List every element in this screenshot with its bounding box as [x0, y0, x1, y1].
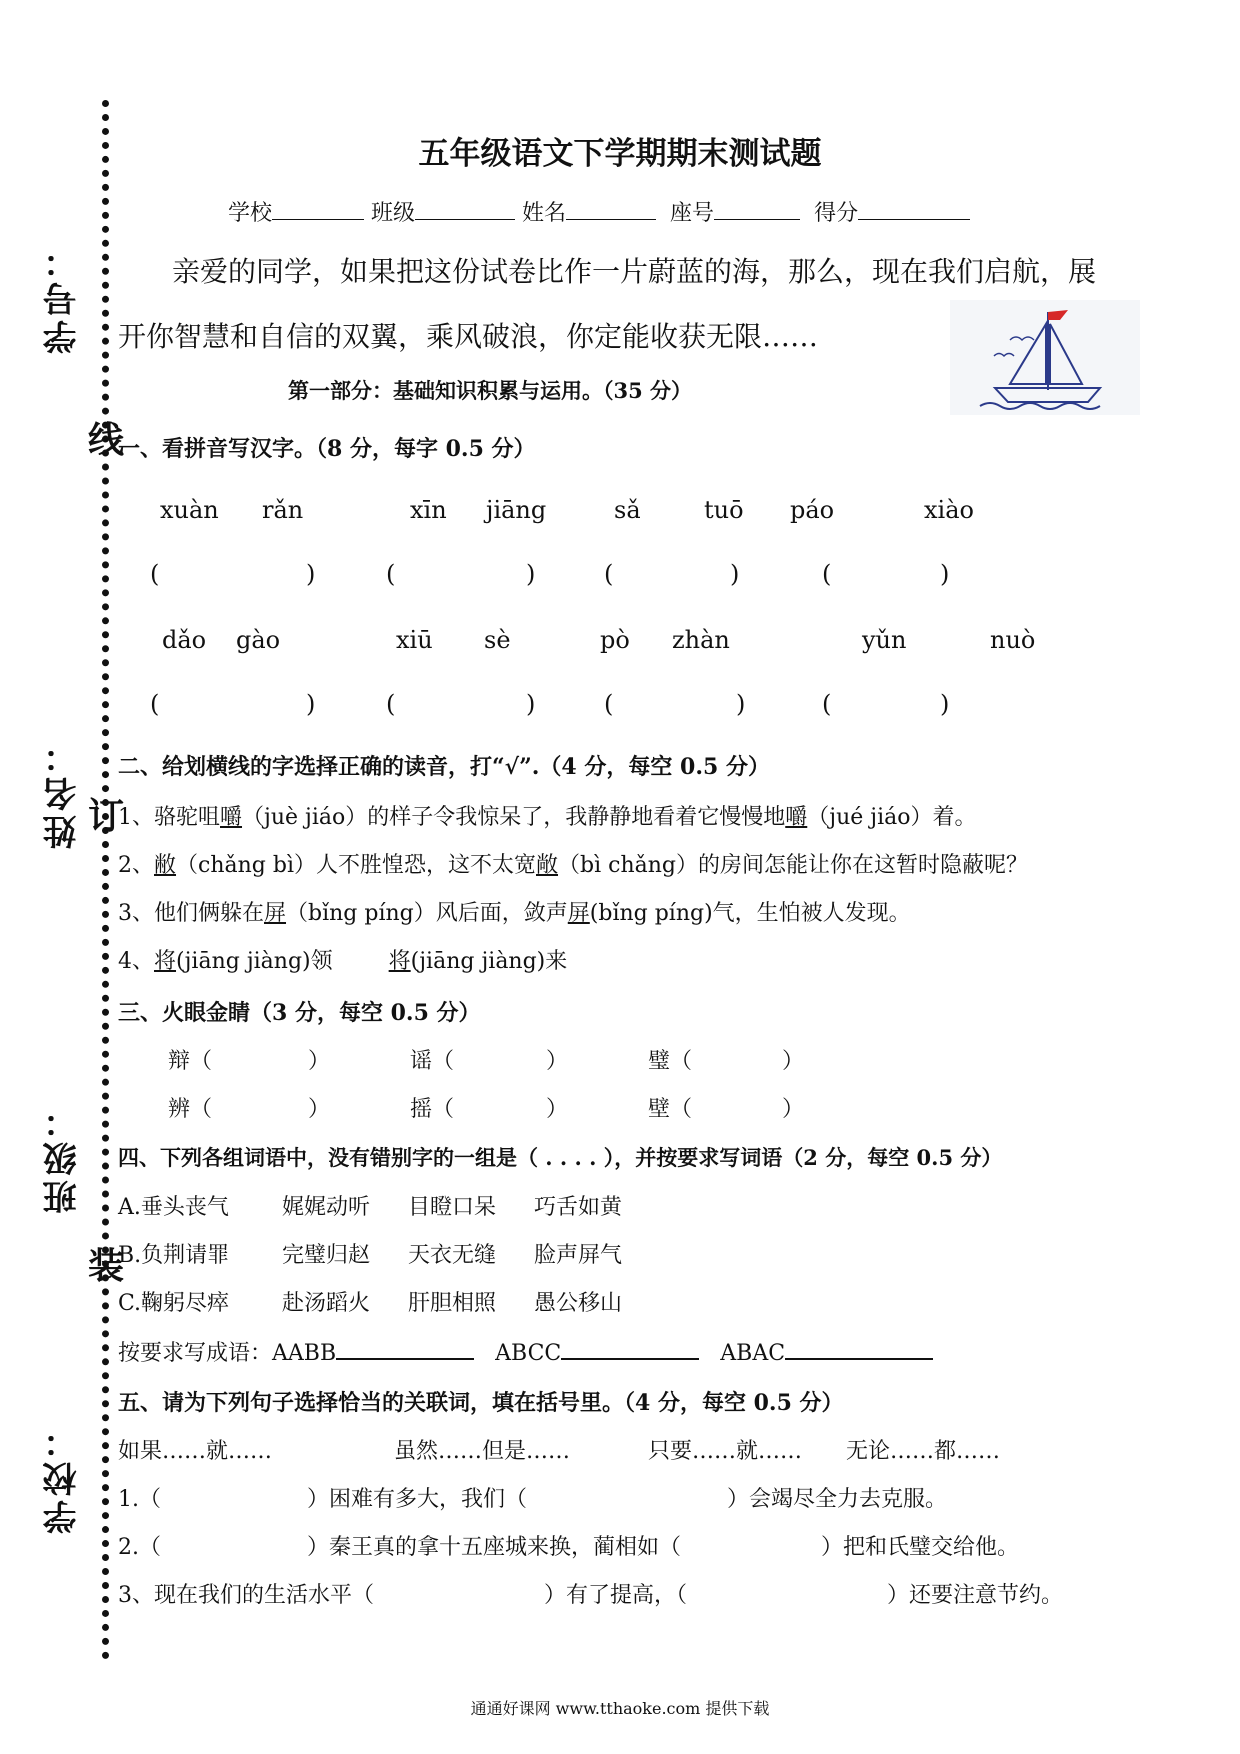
option-word: 巧舌如黄	[534, 1195, 623, 1220]
q-text: (jiāng jiàng)来	[410, 949, 568, 974]
class-blank[interactable]	[415, 201, 515, 220]
answer-paren-close[interactable]: )	[526, 560, 536, 588]
q-text: 2、	[118, 853, 154, 878]
option-word: A.垂头丧气	[118, 1195, 229, 1220]
option-word: 目瞪口呆	[408, 1195, 497, 1220]
class-label: 班级：	[43, 1100, 83, 1214]
binding-char-staple: 订	[88, 795, 125, 837]
page-title: 五年级语文下学期期末测试题	[418, 136, 822, 172]
underlined-char: 将	[388, 949, 411, 974]
q-text: 1、骆驼咀	[118, 805, 220, 830]
char-item: 谣（	[410, 1049, 455, 1074]
answer-paren-close[interactable]: ）	[308, 1097, 331, 1122]
option-word: 脸声屏气	[534, 1243, 623, 1268]
answer-paren-close[interactable]: )	[526, 690, 536, 718]
q-text: 3、他们俩躲在	[118, 901, 264, 926]
abac-blank[interactable]	[785, 1338, 933, 1360]
option-word: C.鞠躬尽瘁	[118, 1291, 230, 1316]
q-text: ）把和氏璧交给他。	[821, 1535, 1020, 1560]
pinyin: sǎ	[614, 496, 641, 524]
underlined-char: 屏	[567, 901, 590, 926]
option-word: 完璧归赵	[282, 1243, 371, 1268]
pattern-aabb: AABB	[272, 1341, 337, 1366]
write-label: 按要求写成语：	[118, 1341, 273, 1366]
q-text: 2.（	[118, 1535, 161, 1560]
pinyin: yǔn	[862, 626, 907, 654]
section-1-heading: 一、看拼音写汉字。（8 分，每字 0.5 分）	[118, 436, 536, 462]
aabb-blank[interactable]	[336, 1338, 474, 1360]
pattern-abac: ABAC	[720, 1341, 786, 1366]
underlined-char: 屏	[264, 901, 287, 926]
student-id-label: 学号：	[43, 240, 83, 354]
info-school-label: 学校	[228, 201, 273, 226]
binding-char-line: 线	[88, 419, 125, 461]
q-text: ）秦王真的拿十五座城来换，蔺相如（	[307, 1535, 682, 1560]
idiom-writing-line	[118, 1336, 933, 1367]
answer-paren-open[interactable]: (	[822, 560, 832, 588]
answer-paren-close[interactable]: )	[730, 560, 740, 588]
q-text: (bǐng píng)气，生怕被人发现。	[589, 901, 911, 926]
answer-paren-open[interactable]: (	[150, 560, 160, 588]
intro-line-2: 开你智慧和自信的双翼，乘风破浪，你定能收获无限……	[118, 320, 819, 353]
seat-blank[interactable]	[714, 201, 800, 220]
q-text: （chǎng bì）人不胜惶恐，这不太宽	[176, 853, 536, 878]
option-word: 赴汤蹈火	[282, 1291, 371, 1316]
option-word: 娓娓动听	[282, 1195, 371, 1220]
q-text: ）困难有多大，我们（	[307, 1487, 528, 1512]
conjunction-option: 如果……就……	[118, 1439, 273, 1464]
char-item: 摇（	[410, 1097, 455, 1122]
question-5-2	[118, 1530, 1019, 1561]
answer-paren-close[interactable]: )	[306, 690, 316, 718]
pinyin: xiū	[396, 626, 433, 654]
answer-paren-close[interactable]: )	[306, 560, 316, 588]
pinyin: xuàn	[160, 496, 219, 524]
section-4-heading: 四、下列各组词语中，没有错别字的一组是（ . . . . ），并按要求写词语（2 分，每空 0.5 分）	[118, 1145, 1003, 1170]
abcc-blank[interactable]	[561, 1338, 699, 1360]
q-text: （juè jiáo）的样子令我惊呆了，我静静地看着它慢慢地	[242, 805, 786, 830]
answer-paren-open[interactable]: (	[386, 690, 396, 718]
pinyin: páo	[790, 496, 835, 524]
question-2-2	[118, 848, 1028, 879]
char-item: 辨（	[168, 1097, 213, 1122]
question-2-3	[118, 896, 911, 927]
pinyin: xiào	[924, 496, 974, 524]
intro-line-1: 亲爱的同学，如果把这份试卷比作一片蔚蓝的海，那么，现在我们启航，展	[172, 255, 1097, 288]
answer-paren-open[interactable]: (	[604, 690, 614, 718]
q-text: (jiāng jiàng)领	[176, 949, 333, 974]
pinyin: sè	[484, 626, 511, 654]
answer-paren-close[interactable]: ）	[308, 1049, 331, 1074]
section-5-heading: 五、请为下列句子选择恰当的关联词，填在括号里。（4 分，每空 0.5 分）	[118, 1390, 844, 1416]
question-2-1	[118, 800, 977, 831]
q-text: （bǐng píng）风后面，敛声	[286, 901, 568, 926]
underlined-char: 嚼	[785, 805, 808, 830]
info-class-label: 班级	[371, 201, 416, 226]
answer-paren-open[interactable]: (	[386, 560, 396, 588]
char-item: 辩（	[168, 1049, 213, 1074]
char-item: 璧（	[648, 1049, 693, 1074]
q-text: （bì chǎng）的房间怎能让你在这暂时隐蔽呢？	[558, 853, 1028, 878]
q-text: ）还要注意节约。	[887, 1583, 1064, 1608]
pinyin: rǎn	[262, 496, 304, 524]
sailboat-illustration	[950, 300, 1140, 415]
pinyin: xīn	[410, 496, 447, 524]
pinyin: gào	[236, 626, 281, 654]
q-text: 1.（	[118, 1487, 161, 1512]
answer-paren-close[interactable]: ）	[546, 1049, 569, 1074]
option-word: 肝胆相照	[408, 1291, 497, 1316]
school-blank[interactable]	[272, 201, 364, 220]
pinyin: jiāng	[486, 496, 547, 524]
answer-paren-open[interactable]: (	[150, 690, 160, 718]
pinyin: dǎo	[162, 626, 207, 654]
underlined-char: 敝	[154, 853, 177, 878]
pinyin: zhàn	[672, 626, 730, 654]
info-name-label: 姓名	[522, 201, 567, 226]
conjunction-option: 虽然……但是……	[394, 1439, 571, 1464]
answer-paren-open[interactable]: (	[604, 560, 614, 588]
conjunction-option: 只要……就……	[648, 1439, 803, 1464]
answer-paren-close[interactable]: )	[736, 690, 746, 718]
underlined-char: 将	[154, 949, 177, 974]
q-text: （jué jiáo）着。	[807, 805, 977, 830]
answer-paren-open[interactable]: (	[822, 690, 832, 718]
student-info-line	[228, 196, 970, 227]
answer-paren-close[interactable]: )	[940, 560, 950, 588]
student-name-label: 姓名：	[43, 735, 83, 849]
question-5-1	[118, 1482, 947, 1513]
option-word: 愚公移山	[534, 1291, 623, 1316]
answer-paren-close[interactable]: ）	[546, 1097, 569, 1122]
section-2-heading: 二、给划横线的字选择正确的读音，打“√”.（4 分，每空 0.5 分）	[118, 754, 770, 780]
section-3-heading: 三、火眼金睛（3 分，每空 0.5 分）	[118, 1000, 481, 1026]
answer-paren-close[interactable]: )	[940, 690, 950, 718]
q-text: 4、	[118, 949, 154, 974]
name-blank[interactable]	[566, 201, 656, 220]
option-word: B.负荆请罪	[118, 1243, 230, 1268]
question-5-3	[118, 1578, 1063, 1609]
q-text: ）会竭尽全力去克服。	[727, 1487, 948, 1512]
conjunction-option: 无论……都……	[846, 1439, 1001, 1464]
underlined-char: 嚼	[220, 805, 243, 830]
binding-char-bind: 装	[88, 1245, 125, 1287]
answer-paren-close[interactable]: ）	[782, 1049, 805, 1074]
pattern-abcc: ABCC	[495, 1341, 562, 1366]
pinyin: nuò	[990, 626, 1036, 654]
footer-source: 通通好课网 www.tthaoke.com 提供下载	[470, 1699, 770, 1718]
binding-dotted-line	[102, 100, 109, 1660]
question-2-4	[118, 944, 567, 975]
school-label: 学校：	[43, 1420, 83, 1534]
option-word: 天衣无缝	[408, 1243, 497, 1268]
score-blank[interactable]	[858, 201, 970, 220]
q-text: ）有了提高，（	[544, 1583, 688, 1608]
char-item: 壁（	[648, 1097, 693, 1122]
pinyin: pò	[600, 626, 630, 654]
answer-paren-close[interactable]: ）	[782, 1097, 805, 1122]
underlined-char: 敞	[536, 853, 559, 878]
part-one-heading: 第一部分：基础知识积累与运用。（35 分）	[288, 378, 693, 403]
info-score-label: 得分	[814, 201, 859, 226]
q-text: 3、现在我们的生活水平（	[118, 1583, 374, 1608]
info-seat-label: 座号	[670, 201, 715, 226]
pinyin: tuō	[704, 496, 744, 524]
